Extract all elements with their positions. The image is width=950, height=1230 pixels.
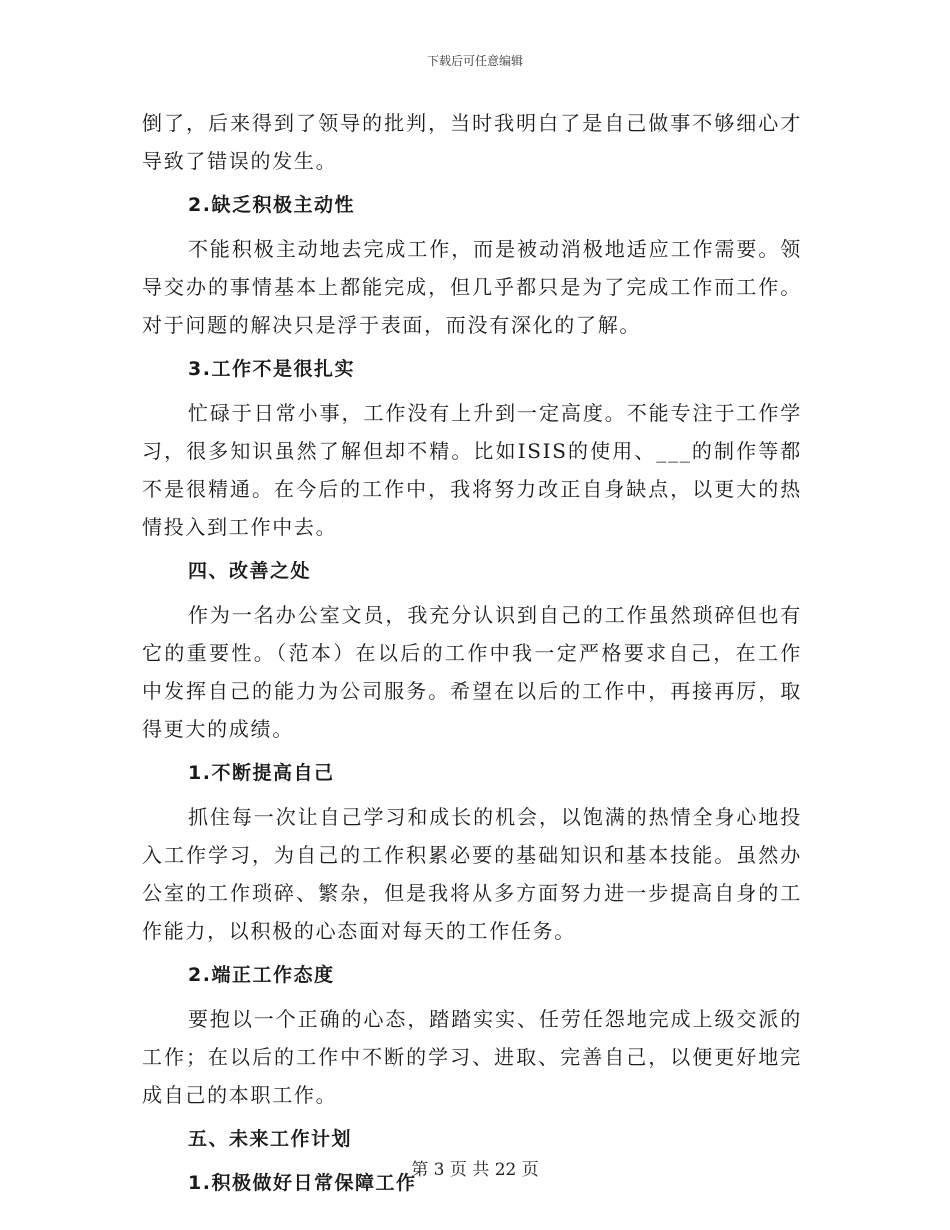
paragraph-continued: 倒了，后来得到了领导的批判，当时我明白了是自己做事不够细心才导致了错误的发生。	[142, 111, 802, 173]
paragraph-lack-of-initiative: 不能积极主动地去完成工作，而是被动消极地适应工作需要。领导交办的事情基本上都能完成，但几乎都只是为了完成工作而工作。对于问题的解决只是浮于表面，而没有深化的了解。	[142, 237, 802, 337]
heading-work-attitude: 2.端正工作态度	[188, 964, 335, 986]
document-body	[142, 104, 802, 1208]
page-number: 第 3 页 共 22 页	[411, 1160, 539, 1180]
paragraph-keep-improving: 抓住每一次让自己学习和成长的机会，以饱满的热情全身心地投入工作学习，为自己的工作积累必要的基础知识和基本技能。虽然办公室的工作琐碎、繁杂，但是我将从多方面努力进一步提高自身的工作能力，以积极的心态面对每天的工作任务。	[142, 805, 802, 943]
page-header: 下载后可任意编辑	[426, 54, 523, 68]
heading-work-not-solid: 3.工作不是很扎实	[188, 358, 355, 380]
heading-future-plan: 五、未来工作计划	[188, 1128, 353, 1150]
heading-improvements: 四、改善之处	[188, 560, 312, 582]
heading-lack-of-initiative: 2.缺乏积极主动性	[188, 194, 355, 216]
heading-daily-support: 1.积极做好日常保障工作	[188, 1172, 417, 1194]
paragraph-work-not-solid: 忙碌于日常小事，工作没有上升到一定高度。不能专注于工作学习，很多知识虽然了解但却不精。比如ISIS的使用、___的制作等都不是很精通。在今后的工作中，我将努力改正自身缺点，以更大的热情投入到工作中去。	[142, 401, 802, 539]
heading-keep-improving: 1.不断提高自己	[188, 762, 335, 784]
paragraph-improvements: 作为一名办公室文员，我充分认识到自己的工作虽然琐碎但也有它的重要性。（范本）在以后的工作中我一定严格要求自己，在工作中发挥自己的能力为公司服务。希望在以后的工作中，再接再厉，取得更大的成绩。	[142, 603, 802, 741]
paragraph-work-attitude: 要抱以一个正确的心态，踏踏实实、任劳任怨地完成上级交派的工作；在以后的工作中不断的学习、进取、完善自己，以便更好地完成自己的本职工作。	[142, 1007, 802, 1107]
